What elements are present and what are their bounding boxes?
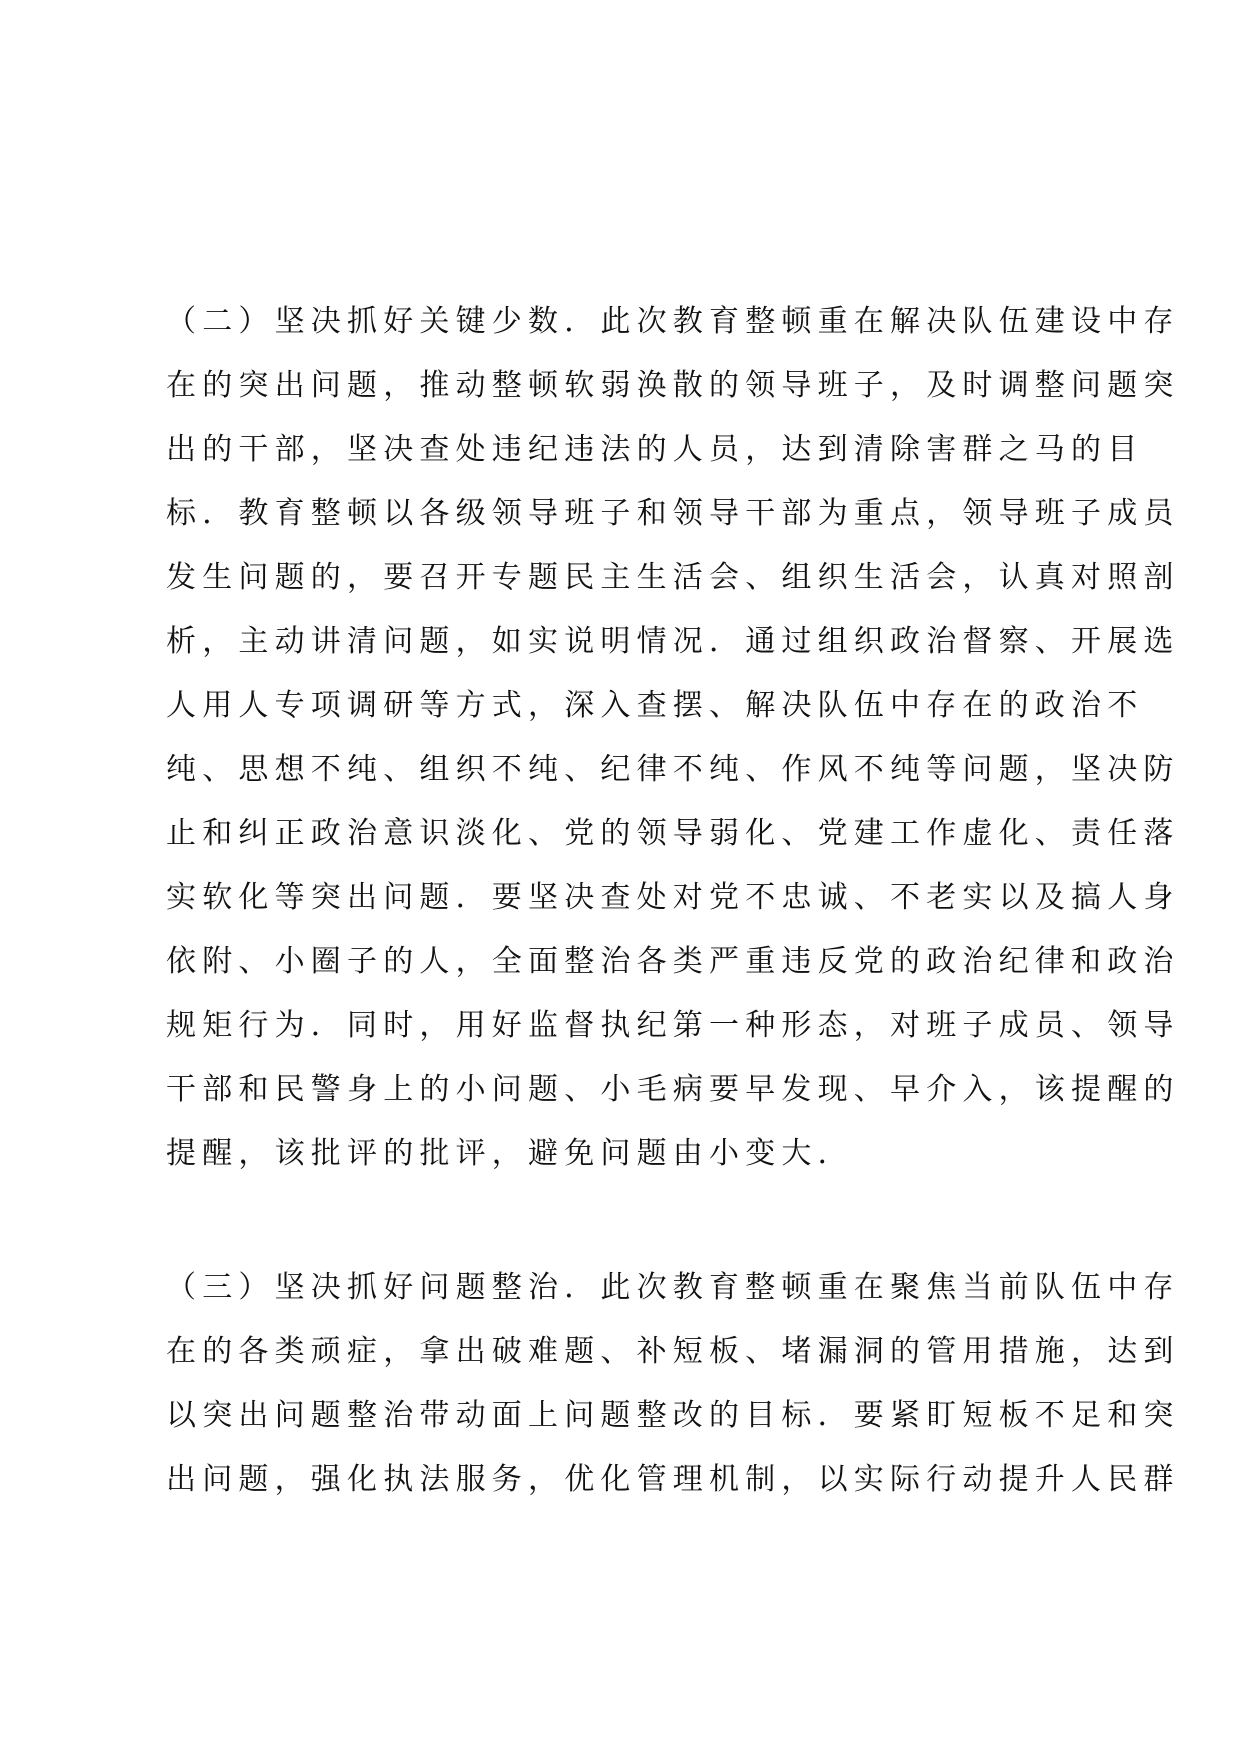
text-line: 以突出问题整治带动面上问题整改的目标．要紧盯短板不足和突 [166, 1398, 1180, 1433]
text-line: 实软化等突出问题．要坚决查处对党不忠诚、不老实以及搞人身 [166, 880, 1180, 915]
text-line: 依附、小圈子的人，全面整治各类严重违反党的政治纪律和政治 [166, 944, 1180, 979]
text-line: 在的各类顽症，拿出破难题、补短板、堵漏洞的管用措施，达到 [166, 1334, 1180, 1369]
text-line: 提醒，该批评的批评，避免问题由小变大． [166, 1136, 854, 1171]
text-line: （二）坚决抓好关键少数．此次教育整顿重在解决队伍建设中存 [166, 304, 1180, 339]
text-line: 发生问题的，要召开专题民主生活会、组织生活会，认真对照剖 [166, 560, 1180, 595]
text-line: 出问题，强化执法服务，优化管理机制，以实际行动提升人民群 [166, 1462, 1180, 1497]
text-line: 人用人专项调研等方式，深入查摆、解决队伍中存在的政治不 [166, 688, 1144, 723]
text-line: 止和纠正政治意识淡化、党的领导弱化、党建工作虚化、责任落 [166, 816, 1180, 851]
text-line: 析，主动讲清问题，如实说明情况．通过组织政治督察、开展选 [166, 624, 1180, 659]
text-line: 干部和民警身上的小问题、小毛病要早发现、早介入，该提醒的 [166, 1072, 1180, 1107]
text-line: 在的突出问题，推动整顿软弱涣散的领导班子，及时调整问题突 [166, 368, 1180, 403]
text-line: 纯、思想不纯、组织不纯、纪律不纯、作风不纯等问题，坚决防 [166, 752, 1180, 787]
text-line: （三）坚决抓好问题整治．此次教育整顿重在聚焦当前队伍中存 [166, 1270, 1180, 1305]
text-line: 标．教育整顿以各级领导班子和领导干部为重点，领导班子成员 [166, 496, 1180, 531]
paragraph-key-minority [166, 290, 1180, 1186]
paragraph-problem-rectification [166, 1256, 1180, 1512]
text-line: 规矩行为．同时，用好监督执纪第一种形态，对班子成员、领导 [166, 1008, 1180, 1043]
text-line: 出的干部，坚决查处违纪违法的人员，达到清除害群之马的目 [166, 432, 1144, 467]
